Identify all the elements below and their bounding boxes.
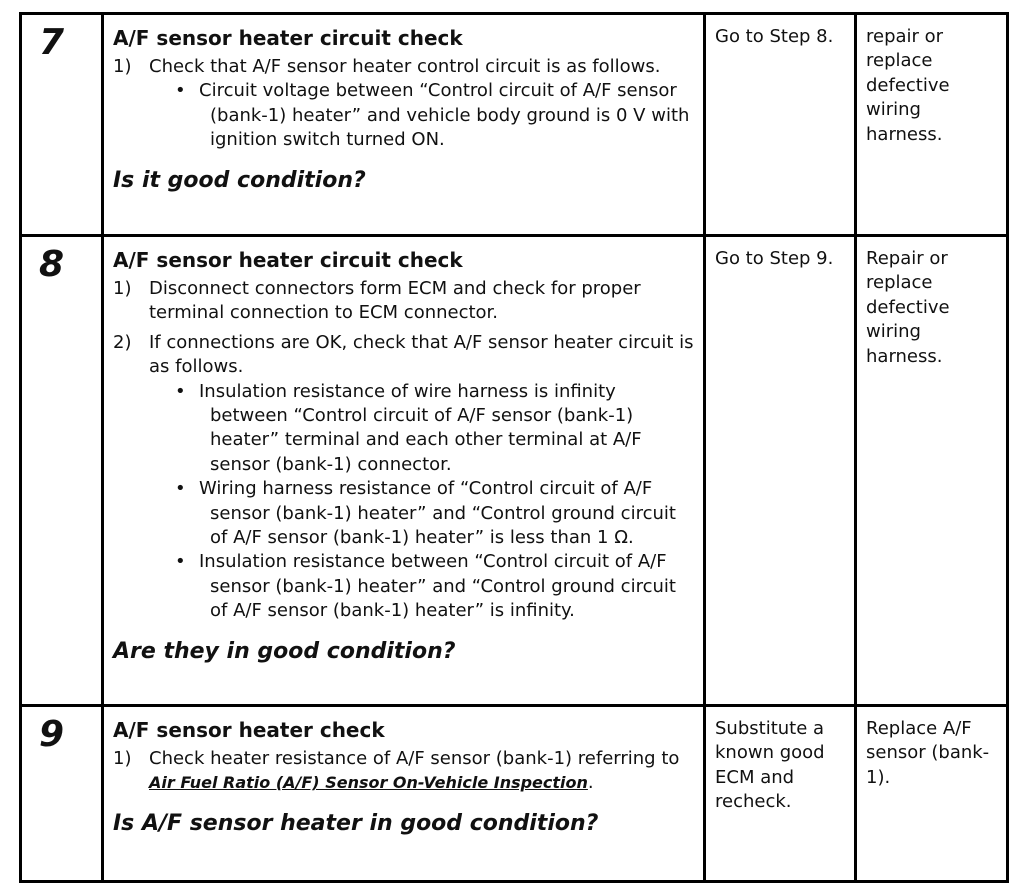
item-text-before: Check heater resistance of A/F sensor (bank-1) referring to [149,748,680,769]
no-result: Repair or replace defective wiring harness. [866,248,950,367]
step-row-7 [21,14,1008,236]
step-row-9 [21,706,1008,882]
step-number-cell [21,236,103,706]
action-cell [103,236,705,706]
bullet-item [149,380,695,478]
item-text: Disconnect connectors form ECM and check for proper terminal connection to ECM connector. [149,278,641,324]
bullet-item [149,477,695,550]
item-text: If connections are OK, check that A/F sensor heater circuit is as follows. [149,331,694,378]
bullet-item [149,79,695,152]
instruction-item [113,55,695,153]
instruction-item [113,747,695,796]
item-text-after: . [587,772,594,794]
instruction-item [113,277,695,326]
step-number-cell [21,14,103,236]
no-result: Replace A/F sensor (bank-1). [866,718,990,788]
inspection-link[interactable]: Air Fuel Ratio (A/F) Sensor On-Vehicle Inspection [149,773,588,793]
no-result: repair or replace defective wiring harness. [866,26,950,145]
bullet-dot: • [175,551,186,573]
step-question: Is A/F sensor heater in good condition? [113,810,599,836]
item-number: 1) [113,56,132,77]
action-cell [103,14,705,236]
bullet-item [149,550,695,623]
yes-result-cell [705,14,856,236]
item-number: 2) [113,331,132,353]
step-question: Are they in good condition? [113,638,456,664]
step-number-cell [21,706,103,882]
bullet-text: Wiring harness resistance of “Control circuit of A/F sensor (bank-1) heater” and “Control ground circuit of A/F sensor (bank-1) heater” is less than 1 Ω. [199,478,676,549]
step-title: A/F sensor heater circuit check [113,26,463,50]
step-number: 8 [39,244,65,285]
no-result-cell [856,236,1008,706]
item-number: 1) [113,748,132,769]
step-number: 9 [39,714,65,755]
step-question: Is it good condition? [113,167,366,193]
bullet-dot: • [175,478,186,500]
step-title: A/F sensor heater circuit check [113,248,463,272]
yes-result: Go to Step 9. [715,248,834,269]
step-number: 7 [39,22,65,63]
no-result-cell [856,706,1008,882]
step-row-8 [21,236,1008,706]
yes-result-cell [705,236,856,706]
no-result-cell [856,14,1008,236]
yes-result: Go to Step 8. [715,26,834,47]
item-text: Check that A/F sensor heater control circuit is as follows. [149,56,661,77]
bullet-text: Insulation resistance between “Control circuit of A/F sensor (bank-1) heater” and “Control ground circuit of A/F sensor (bank-1) heater” is infinity. [199,551,676,622]
step-title: A/F sensor heater check [113,718,385,742]
troubleshooting-table [19,12,1009,883]
yes-result-cell [705,706,856,882]
yes-result: Substitute a known good ECM and recheck. [715,718,825,813]
item-number: 1) [113,278,132,299]
bullet-dot: • [175,380,186,402]
bullet-text: Insulation resistance of wire harness is infinity between “Control circuit of A/F sensor (bank-1) heater” terminal and each other terminal at A/F sensor (bank-1) connector. [199,380,642,475]
instruction-item [113,331,695,624]
item-text [149,747,695,796]
bullet-dot: • [175,80,186,102]
action-cell [103,706,705,882]
bullet-text: Circuit voltage between “Control circuit of A/F sensor (bank-1) heater” and vehicle body ground is 0 V with ignition switch turned ON. [199,80,690,151]
